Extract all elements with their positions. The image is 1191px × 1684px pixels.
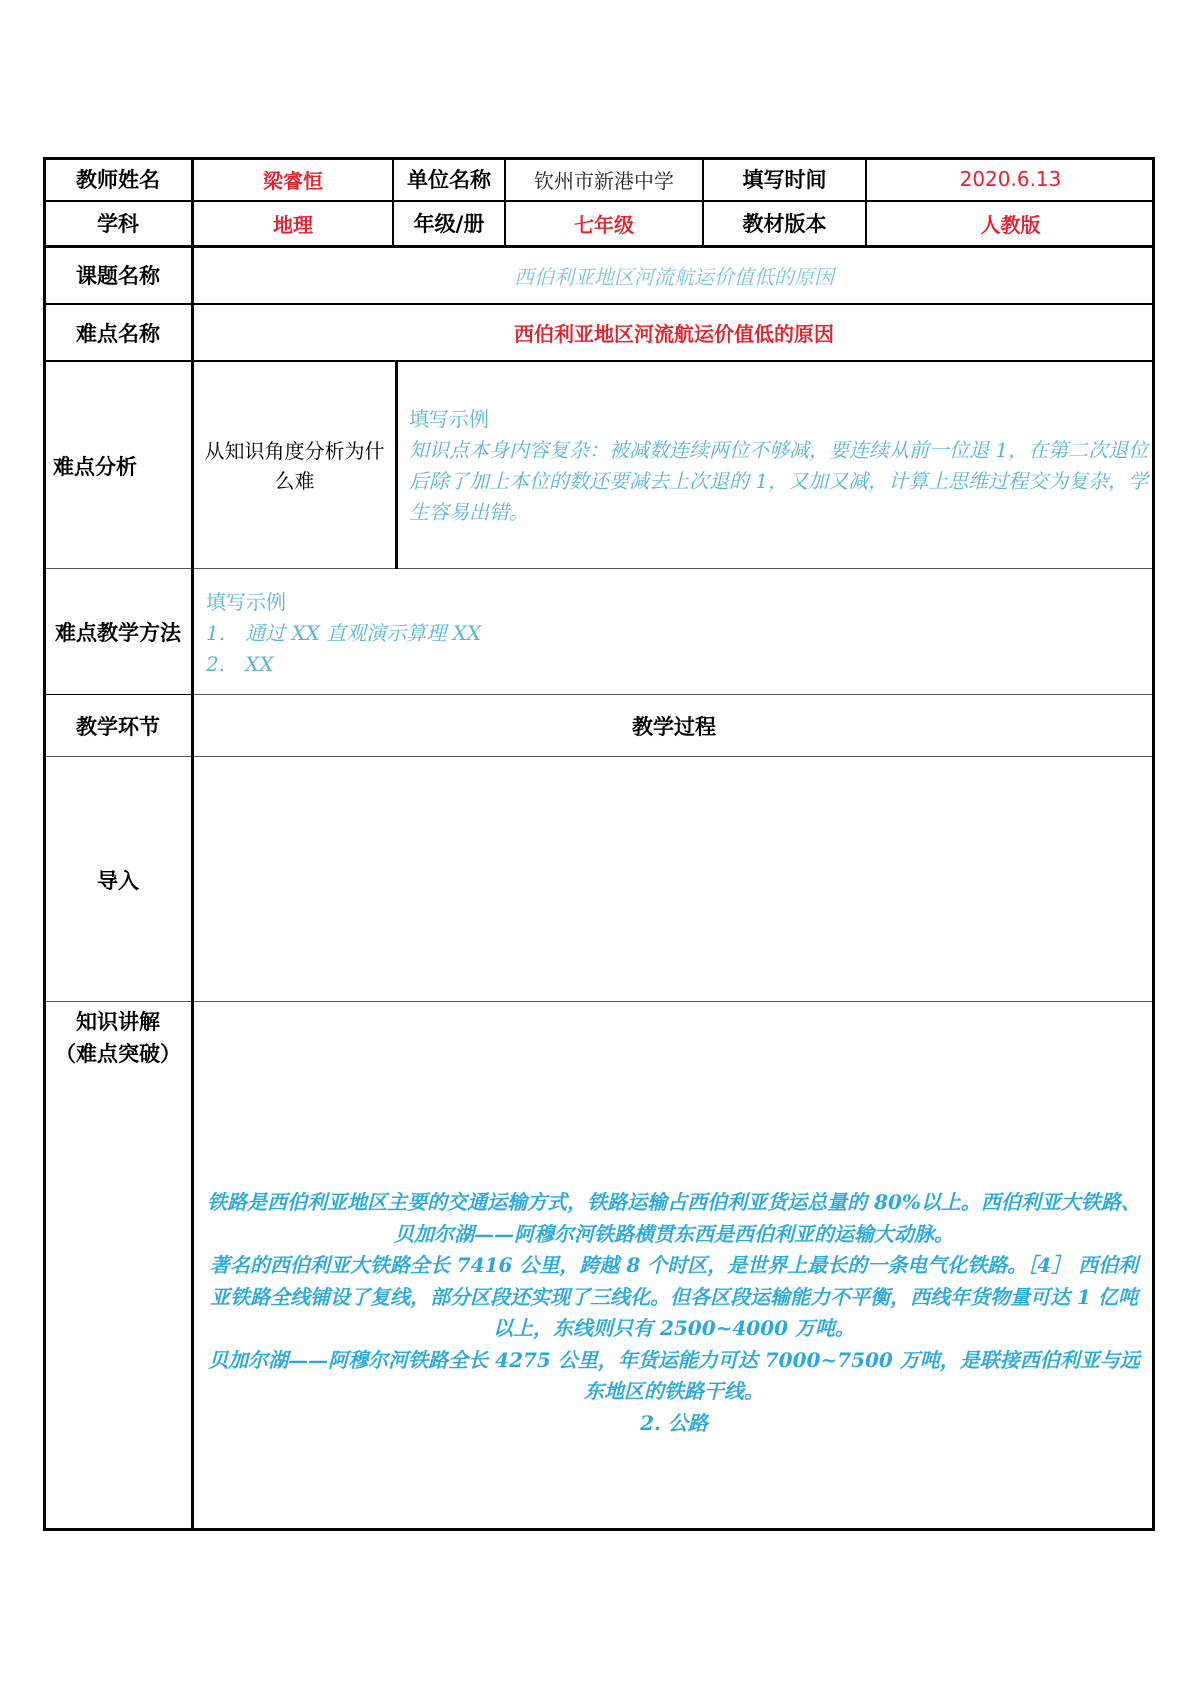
explain-para-1: 铁路是西伯利亚地区主要的交通运输方式，铁路运输占西伯利亚货运总量的 80%以上。西伯利亚大铁路、贝加尔湖——阿穆尔河铁路横贯东西是西伯利亚的运输大动脉。 xyxy=(207,1190,1141,1246)
border-row5 xyxy=(43,568,1155,569)
grade-value: 七年级 xyxy=(574,212,634,237)
explain-para-2: 著名的西伯利亚大铁路全长 7416 公里，跨越 8 个时区，是世界上最长的一条电气化铁路。［4］ 西伯利亚铁路全线铺设了复线，部分区段还实现了三线化。但各区段运输能力不平衡，西线年货物量可达 1 亿吨以上，东线则只有 2500~4000 万吨。 xyxy=(209,1253,1139,1340)
analysis-sub-label: 从知识角度分析为什么难 xyxy=(204,438,385,493)
subject-label: 学科 xyxy=(97,212,139,236)
date-value: 2020.6.13 xyxy=(959,167,1062,191)
border-left xyxy=(43,157,46,1531)
explain-para-3: 贝加尔湖——阿穆尔河铁路全长 4275 公里，年货运能力可达 7000~7500 万吨，是联接西伯利亚与远东地区的铁路干线。 xyxy=(208,1347,1140,1403)
border-right xyxy=(1152,157,1155,1531)
method-example-title: 填写示例 xyxy=(206,590,286,614)
grade-label: 年级/册 xyxy=(413,212,485,236)
border-row6 xyxy=(193,694,1155,695)
explain-label-line1: 知识讲解 xyxy=(76,1010,160,1034)
difficulty-value: 西伯利亚地区河流航运价值低的原因 xyxy=(514,322,834,346)
method-example xyxy=(206,587,1146,680)
border-analysis-split xyxy=(395,362,398,569)
stage-header: 教学环节 xyxy=(76,715,160,739)
textbook-value: 人教版 xyxy=(980,212,1041,237)
border-col2 xyxy=(392,157,394,245)
analysis-example-text: 知识点本身内容复杂：被减数连续两位不够减，要连续从前一位退 1，在第二次退位后除了加上本位的数还要减去上次退的 1，又加又减，计算上思维过程交为复杂，学生容易出错。 xyxy=(409,438,1149,524)
border-bottom xyxy=(43,1528,1155,1531)
teacher-value: 梁睿恒 xyxy=(263,168,323,193)
explain-para-4: 2. 公路 xyxy=(640,1410,708,1435)
date-label: 填写时间 xyxy=(742,168,827,192)
border-row7 xyxy=(43,756,1155,757)
topic-label: 课题名称 xyxy=(76,264,160,288)
unit-label: 单位名称 xyxy=(407,168,491,192)
intro-content xyxy=(193,757,1155,1002)
difficulty-label: 难点名称 xyxy=(76,321,160,346)
border-row3 xyxy=(43,303,1155,305)
teacher-label: 教师姓名 xyxy=(76,168,160,192)
border-top xyxy=(43,157,1155,160)
analysis-example xyxy=(409,404,1149,528)
process-header: 教学过程 xyxy=(632,715,716,739)
method-label: 难点教学方法 xyxy=(55,621,181,645)
border-col1 xyxy=(191,157,194,1531)
method-item-1: 1. 通过 XX 直观演示算理 XX xyxy=(206,621,482,645)
border-row1 xyxy=(43,200,1155,202)
explain-content xyxy=(203,1187,1145,1439)
border-row2 xyxy=(43,245,1155,248)
subject-value: 地理 xyxy=(273,212,313,237)
textbook-label: 教材版本 xyxy=(742,212,827,236)
analysis-label: 难点分析 xyxy=(53,454,137,479)
lesson-plan-table xyxy=(43,157,1155,1531)
explain-label xyxy=(43,1002,193,1070)
unit-value: 钦州市新港中学 xyxy=(534,168,674,193)
method-item-2: 2. XX xyxy=(206,652,274,676)
border-col5 xyxy=(865,157,867,245)
border-col3 xyxy=(504,157,506,245)
border-col4 xyxy=(702,157,704,245)
border-row4 xyxy=(43,360,1155,362)
intro-label: 导入 xyxy=(97,868,139,893)
border-row6-left xyxy=(43,694,193,695)
analysis-example-title: 填写示例 xyxy=(409,407,489,431)
explain-label-line2: （难点突破） xyxy=(55,1042,181,1066)
border-row8 xyxy=(43,1001,1155,1002)
topic-value: 西伯利亚地区河流航运价值低的原因 xyxy=(514,264,834,289)
